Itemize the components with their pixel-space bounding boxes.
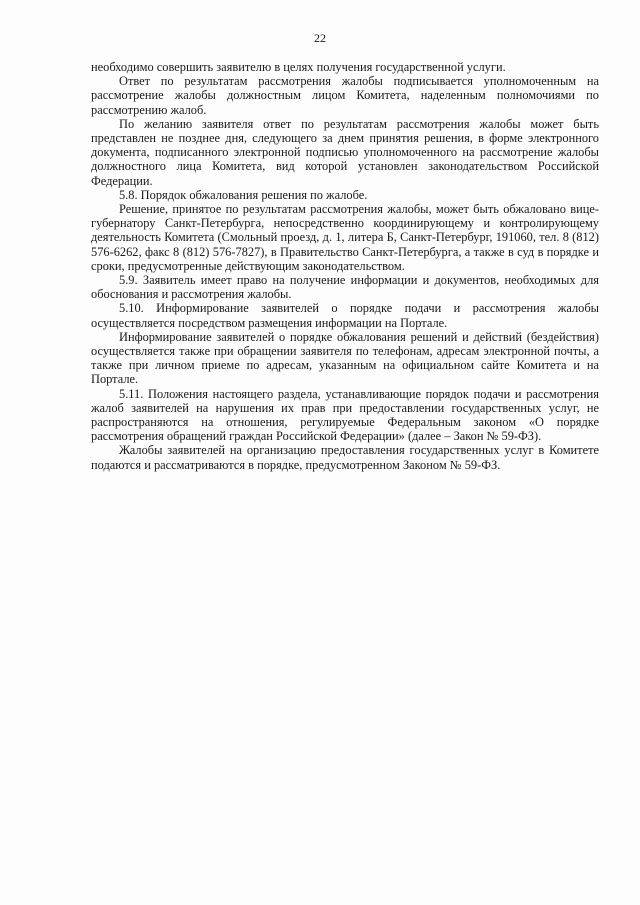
paragraph-continuation: необходимо совершить заявителю в целях получения государственной услуги. — [91, 60, 506, 74]
paragraph-complaints: Жалобы заявителей на организацию предоставления государственных услуг в Комитете подаются и рассматриваются в порядке, предусмотренном Законом № 59-ФЗ. — [91, 443, 599, 472]
page-number: 22 — [314, 31, 326, 45]
paragraph-5-9: 5.9. Заявитель имеет право на получение информации и документов, необходимых для обоснования и рассмотрения жалобы. — [91, 273, 599, 302]
paragraph-5-11: 5.11. Положения настоящего раздела, устанавливающие порядок подачи и рассмотрения жалоб заявителей на нарушения их прав при предоставлении государственных услуг, не распространяются на отношения, регулируемые Федеральным законом «О порядке рассмотрения обращений граждан Российской Федерации» (далее – Закон № 59-ФЗ). — [91, 386, 599, 444]
paragraph-electronic-response: По желанию заявителя ответ по результатам рассмотрения жалобы может быть представлен не позднее дня, следующего за днем принятия решения, в форме электронного документа, подписанного электронной подписью уполномоченного на рассмотрение жалобы должностного лица Комитета, вид которой установлен законодательством Российской Федерации. — [91, 116, 599, 188]
paragraph-response-signing: Ответ по результатам рассмотрения жалобы подписывается уполномоченным на рассмотрение жалобы должностным лицом Комитета, наделенным полномочиями по рассмотрению жалоб. — [91, 74, 599, 117]
paragraph-informing: Информирование заявителей о порядке обжалования решений и действий (бездействия) осуществляется также при обращении заявителя по телефонам, адресам электронной почты, а также при личном приеме по адресам, указанным на официальном сайте Комитета и на Портале. — [91, 329, 599, 387]
paragraph-appeal-procedure: Решение, принятое по результатам рассмотрения жалобы, может быть обжаловано вице-губернатору Санкт-Петербурга, непосредственно координирующему и контролирующему деятельность Комитета (Смольный проезд, д. 1, литера Б, Санкт-Петербург, 191060, тел. 8 (812) 576-6262, факс 8 (812) 576-7827), в Правительство Санкт-Петербурга, а также в суд в порядке и сроки, предусмотренные действующим законодательством. — [91, 202, 599, 273]
section-heading-5-8: 5.8. Порядок обжалования решения по жалобе. — [119, 187, 368, 202]
document-body — [91, 60, 599, 472]
paragraph-5-10: 5.10. Информирование заявителей о порядке подачи и рассмотрения жалобы осуществляется посредством размещения информации на Портале. — [91, 301, 599, 330]
